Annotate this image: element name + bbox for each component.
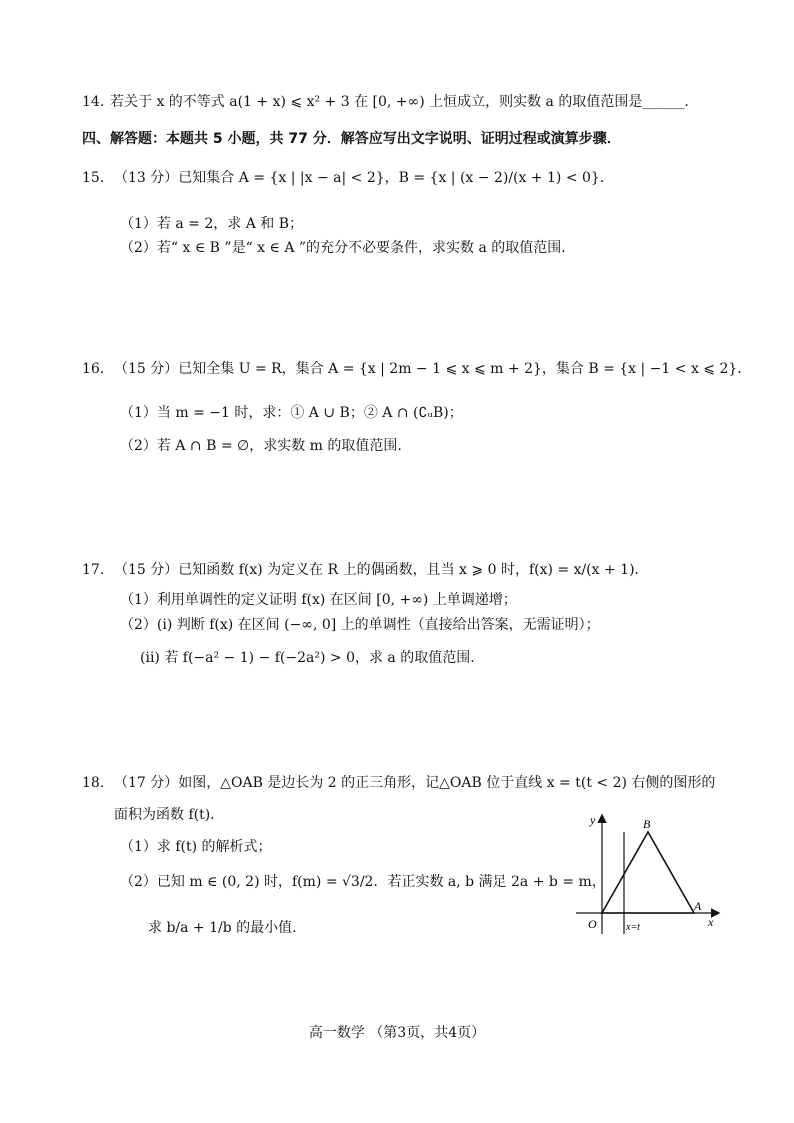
- question-stem: （15 分）已知函数 f(x) 为定义在 R 上的偶函数，且当 x ⩾ 0 时，f(x) = x/(x + 1)．: [114, 562, 649, 578]
- sub-question-1: （1）若 a = 2，求 A 和 B；: [120, 216, 303, 232]
- sub-question-2-ii: (ii) 若 f(−a² − 1) − f(−2a²) > 0，求 a 的取值范围.: [140, 650, 475, 666]
- sub-question-2: （2）若“ x ∈ B ”是“ x ∈ A ”的充分不必要条件，求实数 a 的取值范围.: [120, 240, 566, 256]
- question-number: 16.: [82, 361, 105, 377]
- label-a: A: [694, 899, 702, 913]
- question-stem: （15 分）已知全集 U = R，集合 A = {x | 2m − 1 ⩽ x ⩽ m + 2}，集合 B = {x | −1 < x ⩽ 2}．: [114, 361, 752, 377]
- label-origin: O: [588, 917, 597, 931]
- question-text: 若关于 x 的不等式 a(1 + x) ⩽ x² + 3 在 [0, +∞) 上恒成立，则实数 a 的取值范围是______.: [110, 94, 689, 110]
- sub-question-2-continued: 求 b/a + 1/b 的最小值.: [148, 920, 297, 936]
- label-x: x: [708, 915, 714, 929]
- triangle-figure: [568, 808, 728, 938]
- sub-question-1: （1）利用单调性的定义证明 f(x) 在区间 [0, +∞) 上单调递增；: [120, 592, 517, 608]
- sub-question-1: （1）当 m = −1 时，求：① A ∪ B；② A ∩ (∁ᵤB)；: [120, 405, 463, 421]
- question-number: 18.: [82, 775, 105, 791]
- label-x-equals-t: x=t: [626, 922, 640, 933]
- question-number: 14.: [82, 94, 105, 110]
- triangle-oab: [602, 832, 694, 913]
- question-stem: （13 分）已知集合 A = {x | |x − a| < 2}，B = {x | (x − 2)/(x + 1) < 0}．: [114, 170, 614, 186]
- section-heading: 四、解答题：本题共 5 小题，共 77 分．解答应写出文字说明、证明过程或演算步骤．: [82, 131, 621, 147]
- sub-question-2: （2）若 A ∩ B = ∅，求实数 m 的取值范围.: [120, 438, 402, 454]
- question-number: 15.: [82, 170, 105, 186]
- sub-question-2-i: （2）(i) 判断 f(x) 在区间 (−∞, 0] 上的单调性（直接给出答案，无需证明）；: [120, 617, 600, 633]
- page-footer: 高一数学 （第3页，共4页）: [308, 1025, 486, 1041]
- label-y: y: [590, 813, 596, 827]
- question-stem-line-2: 面积为函数 f(t)．: [114, 807, 225, 823]
- question-number: 17.: [82, 562, 105, 578]
- sub-question-2: （2）已知 m ∈ (0, 2) 时，f(m) = √3/2．若正实数 a, b 满足 2a + b = m，: [120, 874, 606, 890]
- sub-question-1: （1）求 f(t) 的解析式；: [120, 839, 272, 855]
- question-stem-line-1: （17 分）如图，△OAB 是边长为 2 的正三角形，记△OAB 位于直线 x = t(t < 2) 右侧的图形的: [114, 775, 716, 791]
- label-b: B: [643, 817, 651, 831]
